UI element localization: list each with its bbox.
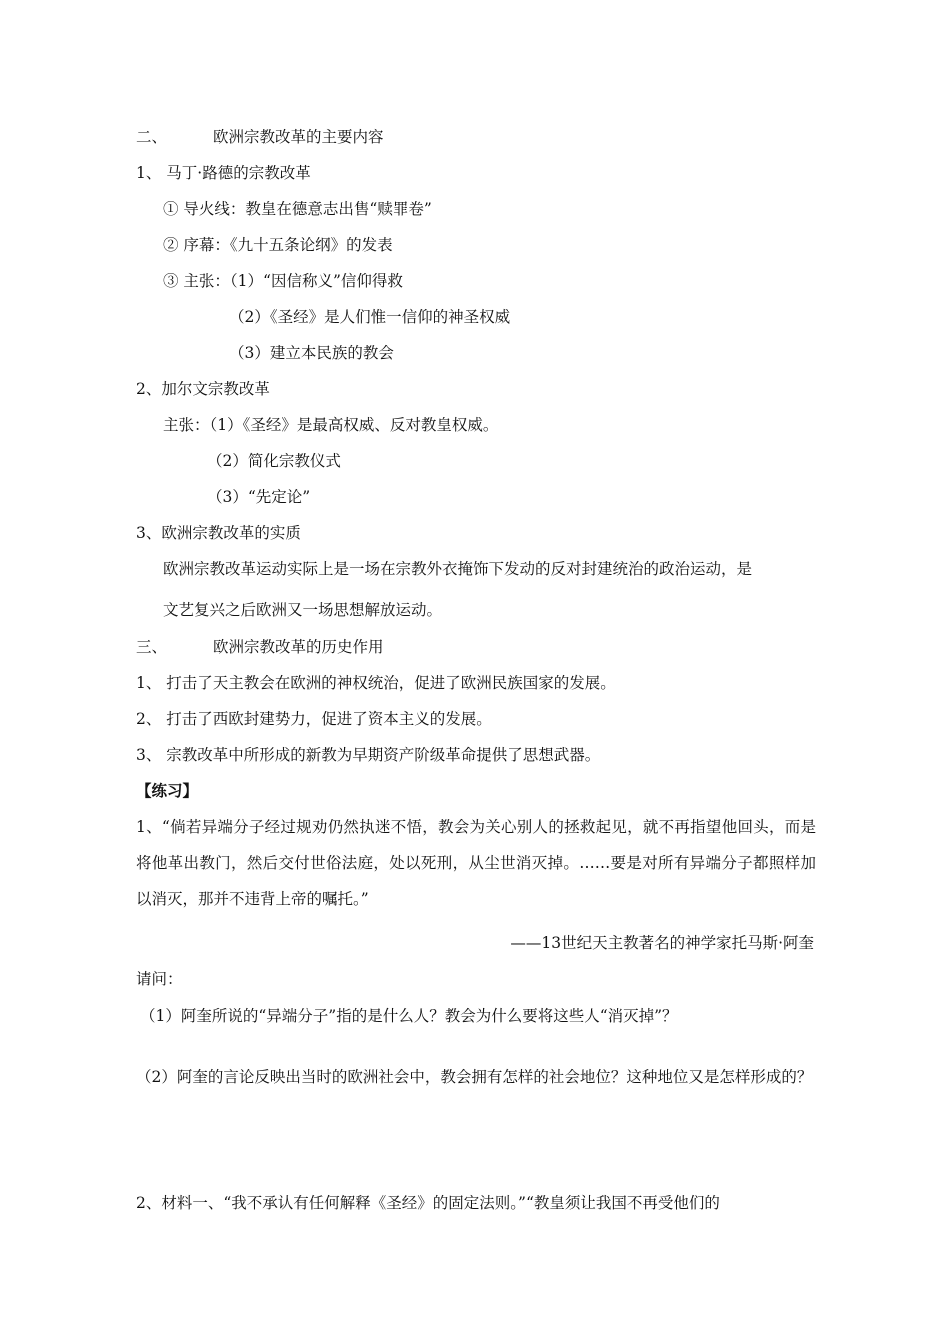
item1-claims-head: ③ 主张：（1）“因信称义”信仰得救 xyxy=(163,272,403,290)
item2-title: 2、加尔文宗教改革 xyxy=(136,380,270,398)
q1-quote: 1、“倘若异端分子经过规劝仍然执迷不悟，教会为关心别人的拯救起见，就不再指望他回头，而是将他革出教门，然后交付世俗法庭，处以死刑，从尘世消灭掉。……要是对所有异端分子都照样加以消灭，那并不违背上帝的嘱托。” xyxy=(136,818,816,908)
q1-source: ——13世纪天主教著名的神学家托马斯·阿奎 xyxy=(510,934,814,952)
item2-claims-head: 主张：（1）《圣经》是最高权威、反对教皇权威。 xyxy=(163,416,499,434)
section3-point: 2、 打击了西欧封建势力，促进了资本主义的发展。 xyxy=(136,710,492,728)
item1-claim2: （2）《圣经》是人们惟一信仰的神圣权威 xyxy=(229,308,511,326)
item1-fuse: ① 导火线：教皇在德意志出售“赎罪卷” xyxy=(163,200,432,218)
section3-heading xyxy=(136,637,384,657)
item2-claim2: （2）简化宗教仪式 xyxy=(207,452,341,470)
section3-point: 3、 宗教改革中所形成的新教为早期资产阶级革命提供了思想武器。 xyxy=(136,746,601,764)
q1-sub2: （2）阿奎的言论反映出当时的欧洲社会中，教会拥有怎样的社会地位？这种地位又是怎样形成的？ xyxy=(136,1068,813,1086)
section2-number: 二、 xyxy=(136,128,168,146)
q1-ask: 请问： xyxy=(136,970,183,988)
section3-point: 1、 打击了天主教会在欧洲的神权统治，促进了欧洲民族国家的发展。 xyxy=(136,674,616,692)
item3-title: 3、欧洲宗教改革的实质 xyxy=(136,524,301,542)
item1-title: 1、 马丁·路德的宗教改革 xyxy=(136,164,311,182)
section3-number: 三、 xyxy=(136,638,168,656)
practice-heading: 【练习】 xyxy=(136,781,199,800)
q2-text: 2、材料一、“我不承认有任何解释《圣经》的固定法则。”“教皇须让我国不再受他们的 xyxy=(136,1194,720,1212)
section3-title: 欧洲宗教改革的历史作用 xyxy=(213,638,384,656)
item3-line2: 文艺复兴之后欧洲又一场思想解放运动。 xyxy=(163,601,443,619)
item3-line1: 欧洲宗教改革运动实际上是一场在宗教外衣掩饰下发动的反对封建统治的政治运动，是 xyxy=(163,560,753,578)
section2-heading xyxy=(136,127,384,147)
section2-title: 欧洲宗教改革的主要内容 xyxy=(213,128,384,146)
item1-prelude: ② 序幕：《九十五条论纲》的发表 xyxy=(163,236,393,254)
q1-sub1: （1）阿奎所说的“异端分子”指的是什么人？教会为什么要将这些人“消灭掉”？ xyxy=(140,1007,678,1025)
item1-claim3: （3）建立本民族的教会 xyxy=(229,344,394,362)
item2-claim3: （3）“先定论” xyxy=(207,488,311,506)
